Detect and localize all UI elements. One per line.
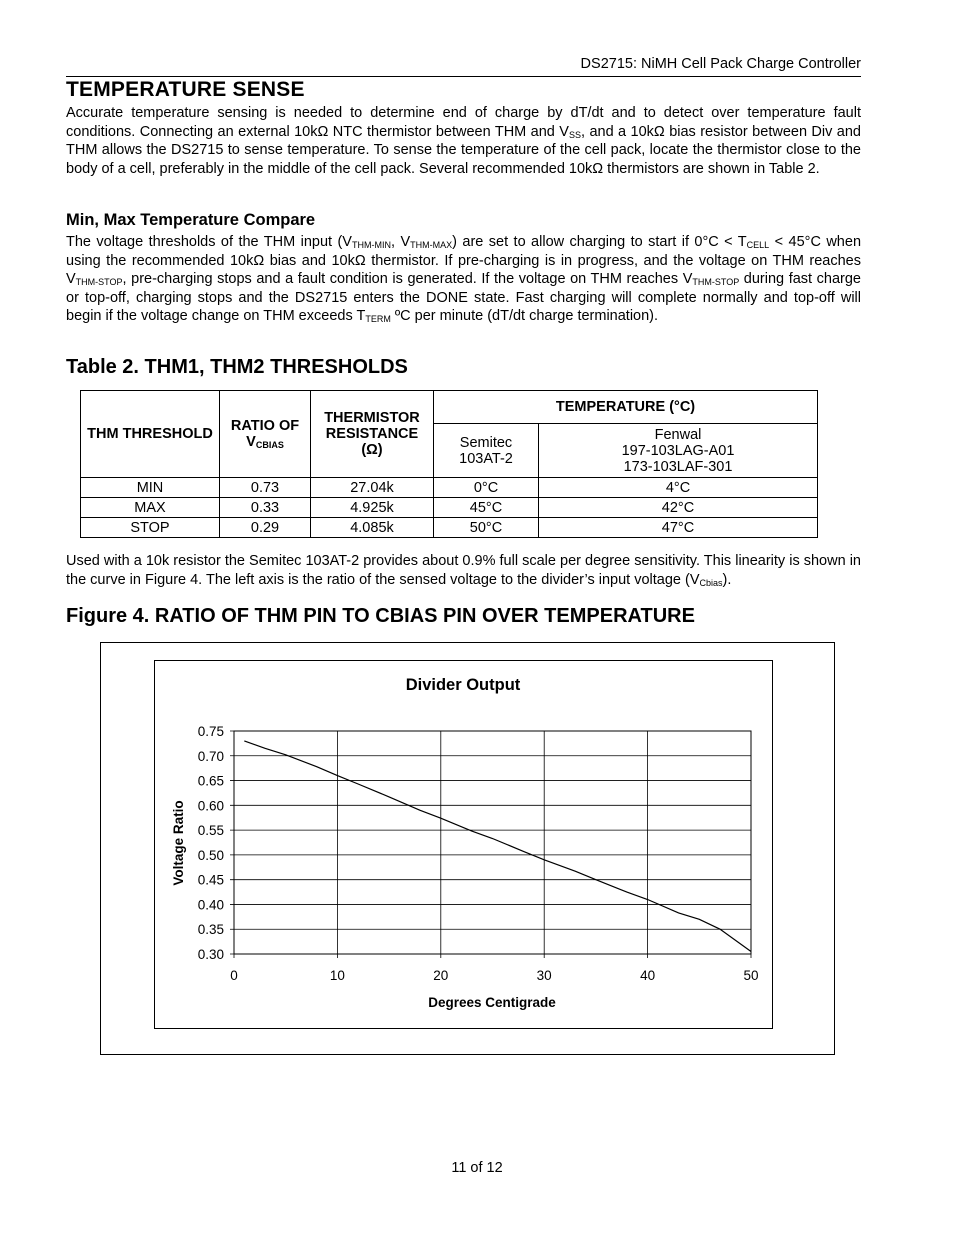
y-tick-label: 0.35 [197,922,224,938]
x-tick-label: 40 [640,968,656,983]
x-tick-label: 20 [433,968,449,983]
section-title: TEMPERATURE SENSE [66,78,305,101]
y-tick-label: 0.60 [197,798,224,814]
y-tick-label: 0.70 [197,748,224,764]
col-header-semitec: Semitec 103AT-2 [434,424,539,478]
table-row: STOP 0.29 4.085k 50°C 47°C [81,518,818,538]
col-header-resistance: THERMISTOR RESISTANCE (Ω) [311,391,434,478]
series-line-divider-output [244,741,751,952]
paragraph-temperature-sense: Accurate temperature sensing is needed to determine end of charge by dT/dt and to detect over temperature fault conditions. Connecting an external 10kΩ NTC thermistor between THM and $V_{SS}$, and a 10kΩ bias resistor between Div and THM allows the DS2715 to sense temperature. To sense the temperature of the cell pack, locate the thermistor close to the body of a cell, preferably in the middle of the cell pack. Several recommended 10kΩ thermistors are shown in Table 2. [66,105,861,177]
y-tick-label: 0.30 [197,947,224,962]
table-row: MAX 0.33 4.925k 45°C 42°C [81,498,818,518]
chart-title: Divider Output [405,676,521,694]
x-tick-label: 30 [536,968,552,983]
col-header-threshold: THM THRESHOLD [81,391,220,478]
x-tick-label: 0 [230,968,238,983]
y-tick-label: 0.45 [197,872,224,888]
x-tick-label: 50 [743,968,759,983]
paragraph-linearity: Used with a 10k resistor the Semitec 103AT-2 provides about 0.9% full scale per degree sensitivity. This linearity is shown in the curve in Figure 4. The left axis is the ratio of the sensed voltage to the divider’s input voltage $(V_{Cbias})$. [66,553,861,588]
col-header-ratio: RATIO OF $V_{CBIAS}$ [220,391,311,478]
document-header: DS2715: NiMH Cell Pack Charge Controller [580,56,861,72]
y-tick-label: 0.65 [197,773,224,789]
x-tick-label: 10 [329,968,345,983]
y-tick-label: 0.50 [197,847,224,863]
y-tick-label: 0.40 [197,897,224,913]
page-number: 11 of 12 [451,1160,503,1176]
y-axis-label: Voltage Ratio [171,800,186,886]
y-tick-label: 0.75 [197,724,224,739]
col-header-fenwal: Fenwal 197-103LAG-A01 173-103LAF-301 [539,424,818,478]
table-row: MIN 0.73 27.04k 0°C 4°C [81,478,818,498]
y-tick-label: 0.55 [197,823,224,839]
figure-caption: Figure 4. RATIO OF THM PIN TO CBIAS PIN OVER TEMPERATURE [66,605,695,627]
subsection-title: Min, Max Temperature Compare [66,211,316,229]
col-header-temperature: TEMPERATURE (°C) [434,391,818,424]
table-caption: Table 2. THM1, THM2 THRESHOLDS [66,356,408,378]
x-axis-label: Degrees Centigrade [428,995,556,1010]
paragraph-min-max: The voltage thresholds of the THM input ($V_{THM-MIN}$, $V_{THM-MAX}$) are set to allow charging to start if $0^\circ C < T_{CELL} < 45^\circ C$ when using the recommended 10kΩ bias and 10kΩ thermistor. If pre-charging is in progress, and the voltage on THM reaches $V_{THM-STOP}$, pre-charging stops and a fault condition is generated. If the voltage on THM reaches $V_{THM-STOP}$ during fast charge or top-off, charging stops and the DS2715 enters the DONE state. Fast charging will complete normally and top-off will begin if the voltage change on THM exceeds $T_{TERM}$ ºC per minute (dT/dt charge termination). [66,234,862,324]
